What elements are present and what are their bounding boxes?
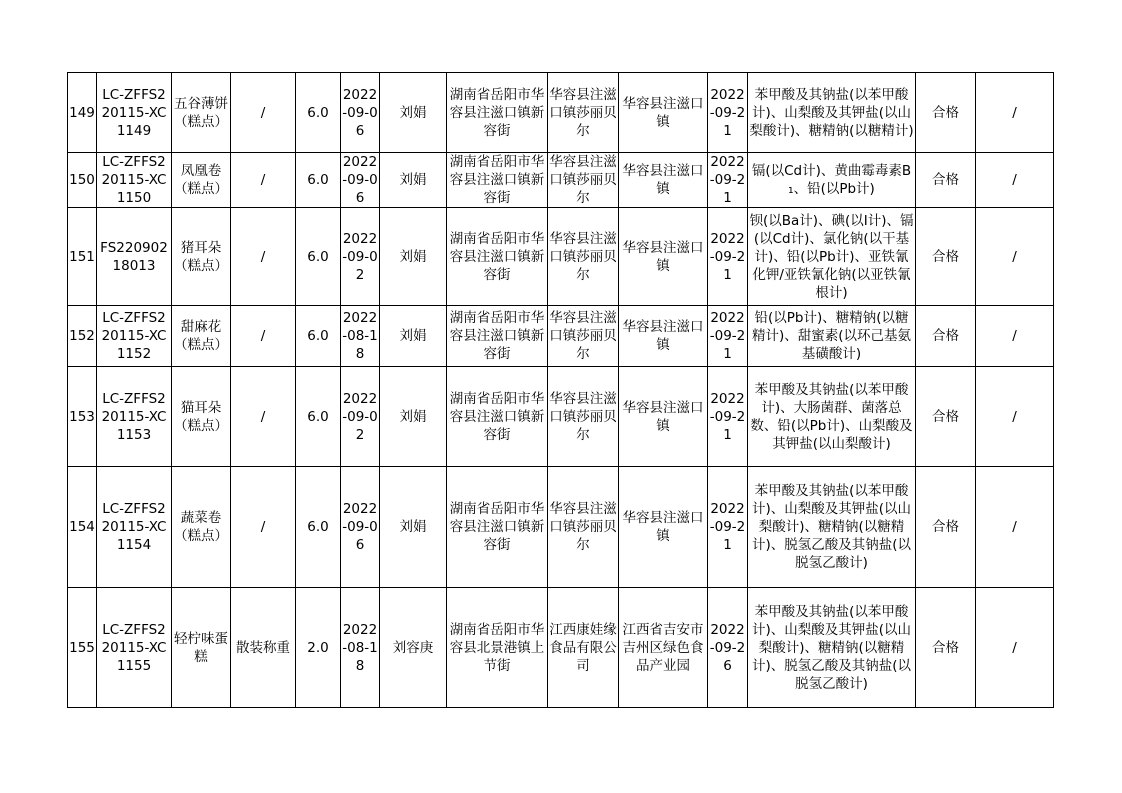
producer: 江西省吉安市吉州区绿色食品产业园 <box>619 588 708 708</box>
specification: / <box>231 208 296 306</box>
sampler-name: 刘娟 <box>380 467 447 588</box>
test-result: 合格 <box>916 153 976 208</box>
row-number: 152 <box>68 306 97 367</box>
table-row <box>68 208 1054 306</box>
test-result: 合格 <box>916 467 976 588</box>
sample-name: 甜麻花（糕点） <box>172 306 231 367</box>
test-result: 合格 <box>916 208 976 306</box>
specification: / <box>231 306 296 367</box>
row-number: 151 <box>68 208 97 306</box>
sample-name: 凤凰卷（糕点） <box>172 153 231 208</box>
sampling-date: 2022-08-18 <box>341 306 380 367</box>
sampling-address: 湖南省岳阳市华容县注滋口镇新容街 <box>447 367 548 467</box>
test-items: 镉(以Cd计)、黄曲霉毒素B₁、铅(以Pb计) <box>748 153 916 208</box>
test-items: 钡(以Ba计)、碘(以I计)、镉(以Cd计)、氯化钠(以干基计)、铅(以Pb计)、亚铁氰化钾/亚铁氰化钠(以亚铁氰根计) <box>748 208 916 306</box>
remark: / <box>976 367 1054 467</box>
row-number: 154 <box>68 467 97 588</box>
test-date: 2022-09-21 <box>708 367 748 467</box>
sampler-name: 刘娟 <box>380 153 447 208</box>
sampler-name: 刘容庚 <box>380 588 447 708</box>
sample-weight: 6.0 <box>296 367 341 467</box>
sampling-date: 2022-09-06 <box>341 467 380 588</box>
producer: 华容县注滋口镇 <box>619 208 708 306</box>
sampling-address: 湖南省岳阳市华容县注滋口镇新容街 <box>447 73 548 153</box>
row-number: 153 <box>68 367 97 467</box>
sampling-address: 湖南省岳阳市华容县注滋口镇新容街 <box>447 467 548 588</box>
table-row <box>68 588 1054 708</box>
test-items: 苯甲酸及其钠盐(以苯甲酸计)、山梨酸及其钾盐(以山梨酸计)、糖精钠(以糖精计)、脱氢乙酸及其钠盐(以脱氢乙酸计) <box>748 588 916 708</box>
sampling-date: 2022-09-06 <box>341 73 380 153</box>
specification: / <box>231 73 296 153</box>
remark: / <box>976 588 1054 708</box>
test-date: 2022-09-21 <box>708 208 748 306</box>
sampled-unit: 华容县注滋口镇莎丽贝尔 <box>549 154 617 206</box>
sample-name: 猫耳朵（糕点） <box>172 367 231 467</box>
remark: / <box>976 306 1054 367</box>
row-number: 155 <box>68 588 97 708</box>
test-items: 苯甲酸及其钠盐(以苯甲酸计)、大肠菌群、菌落总数、铅(以Pb计)、山梨酸及其钾盐(以山梨酸计) <box>748 367 916 467</box>
sampler-name: 刘娟 <box>380 208 447 306</box>
producer: 华容县注滋口镇 <box>619 306 708 367</box>
test-result: 合格 <box>916 73 976 153</box>
table-row <box>68 367 1054 467</box>
producer: 华容县注滋口镇 <box>619 467 708 588</box>
remark: / <box>976 73 1054 153</box>
sampler-name: 刘娟 <box>380 367 447 467</box>
sampler-name: 刘娟 <box>380 306 447 367</box>
test-date: 2022-09-26 <box>708 588 748 708</box>
sampling-address: 湖南省岳阳市华容县注滋口镇新容街 <box>447 153 548 208</box>
sampling-date: 2022-09-02 <box>341 208 380 306</box>
sampled-unit: 江西康娃缘食品有限公司 <box>548 588 619 708</box>
producer: 华容县注滋口镇 <box>619 73 708 153</box>
sampling-date: 2022-08-18 <box>341 588 380 708</box>
sampler-name: 刘娟 <box>380 73 447 153</box>
specification: / <box>231 367 296 467</box>
sample-code: LC-ZFFS220115-XC1152 <box>97 306 172 367</box>
test-date: 2022-09-21 <box>708 153 748 208</box>
row-number: 149 <box>68 73 97 153</box>
sample-name: 猪耳朵（糕点） <box>172 208 231 306</box>
sample-weight: 6.0 <box>296 153 341 208</box>
remark: / <box>976 153 1054 208</box>
sampled-unit: 华容县注滋口镇莎丽贝尔 <box>548 73 619 153</box>
sample-code: LC-ZFFS220115-XC1150 <box>97 153 172 208</box>
row-number: 150 <box>68 153 97 208</box>
sample-name: 轻柠味蛋糕 <box>172 588 231 708</box>
specification: / <box>231 153 296 208</box>
table-row <box>68 153 1054 208</box>
test-date: 2022-09-21 <box>708 306 748 367</box>
table-body <box>68 73 1054 708</box>
test-items: 苯甲酸及其钠盐(以苯甲酸计)、山梨酸及其钾盐(以山梨酸计)、糖精钠(以糖精计)、脱氢乙酸及其钠盐(以脱氢乙酸计) <box>748 467 916 588</box>
sampled-unit: 华容县注滋口镇莎丽贝尔 <box>548 367 619 467</box>
specification: 散装称重 <box>231 588 296 708</box>
remark: / <box>976 467 1054 588</box>
test-result: 合格 <box>916 306 976 367</box>
test-items: 苯甲酸及其钠盐(以苯甲酸计)、山梨酸及其钾盐(以山梨酸计)、糖精钠(以糖精计) <box>748 73 916 153</box>
sample-weight: 6.0 <box>296 306 341 367</box>
sampling-address: 湖南省岳阳市华容县注滋口镇新容街 <box>447 208 548 306</box>
sampling-address: 湖南省岳阳市华容县注滋口镇新容街 <box>447 306 548 367</box>
sampled-unit: 华容县注滋口镇莎丽贝尔 <box>548 208 619 306</box>
remark: / <box>976 208 1054 306</box>
sampling-date: 2022-09-06 <box>342 154 378 206</box>
producer: 华容县注滋口镇 <box>619 367 708 467</box>
sampling-address: 湖南省岳阳市华容县北景港镇上节街 <box>447 588 548 708</box>
sampled-unit: 华容县注滋口镇莎丽贝尔 <box>548 306 619 367</box>
table-row <box>68 467 1054 588</box>
sample-weight: 2.0 <box>296 588 341 708</box>
sample-weight: 6.0 <box>296 73 341 153</box>
sample-code: LC-ZFFS220115-XC1153 <box>97 367 172 467</box>
sampling-date: 2022-09-02 <box>341 367 380 467</box>
sampled-unit: 华容县注滋口镇莎丽贝尔 <box>548 467 619 588</box>
test-date: 2022-09-21 <box>708 73 748 153</box>
test-date: 2022-09-21 <box>708 467 748 588</box>
sample-code: LC-ZFFS220115-XC1154 <box>97 467 172 588</box>
sample-code: LC-ZFFS220115-XC1155 <box>97 588 172 708</box>
specification: / <box>231 467 296 588</box>
sample-weight: 6.0 <box>296 208 341 306</box>
sample-code: FS22090218013 <box>97 208 172 306</box>
sample-code: LC-ZFFS220115-XC1149 <box>97 73 172 153</box>
sample-name: 蔬菜卷（糕点） <box>172 467 231 588</box>
test-result: 合格 <box>916 367 976 467</box>
test-items: 铅(以Pb计)、糖精钠(以糖精计)、甜蜜素(以环己基氨基磺酸计) <box>748 306 916 367</box>
inspection-results-table <box>67 72 1054 708</box>
table-row <box>68 73 1054 153</box>
table-row <box>68 306 1054 367</box>
test-result: 合格 <box>916 588 976 708</box>
sample-weight: 6.0 <box>296 467 341 588</box>
sample-name: 五谷薄饼（糕点） <box>172 73 231 153</box>
producer: 华容县注滋口镇 <box>619 153 708 208</box>
